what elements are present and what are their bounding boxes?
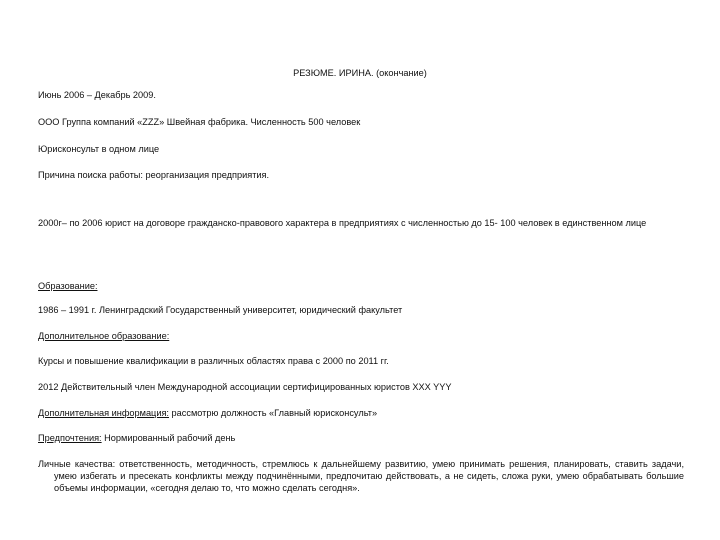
job-period: Июнь 2006 – Декабрь 2009. [38, 90, 156, 100]
additional-info-line [38, 407, 668, 419]
additional-info-heading: Дополнительная информация: [38, 408, 169, 418]
membership-entry: 2012 Действительный член Международной ассоциации сертифицированных юристов XXX YYY [38, 382, 452, 392]
additional-info-text: рассмотрю должность «Главный юрисконсульт» [168, 408, 378, 418]
job-position: Юрисконсульт в одном лице [38, 144, 160, 154]
education-heading: Образование: [38, 281, 98, 291]
contract-work-paragraph: 2000г– по 2006 юрист на договоре гражданско-правового характера в предприятиях с численностью до 15- 100 человек в единственном лице [38, 218, 647, 228]
job-company: ООО Группа компаний «ZZZ» Швейная фабрика. Численность 500 человек [38, 117, 361, 127]
additional-education-entry: Курсы и повышение квалификации в различных областях права с 2000 по 2011 гг. [38, 356, 389, 366]
preferences-line [38, 432, 668, 444]
preferences-heading: Предпочтения: [38, 433, 102, 443]
personal-qualities-paragraph: Личные качества: ответственность, методичность, стремлюсь к дальнейшему развитию, умею принимать решения, планировать, ставить задачи, умею избегать и пресекать конфликты между подчинёнными, предпочитаю действовать, а не сидеть, сложа руки, умею обрабатывать большие объемы информации, «сегодня делаю то, что можно сделать сегодня». [38, 459, 684, 493]
education-entry: 1986 – 1991 г. Ленинградский Государственный университет, юридический факультет [38, 305, 403, 315]
additional-education-heading: Дополнительное образование: [38, 331, 170, 341]
preferences-text: Нормированный рабочий день [101, 433, 236, 443]
page-title: РЕЗЮМЕ. ИРИНА. (окончание) [293, 68, 427, 78]
job-leave-reason: Причина поиска работы: реорганизация предприятия. [38, 170, 270, 180]
